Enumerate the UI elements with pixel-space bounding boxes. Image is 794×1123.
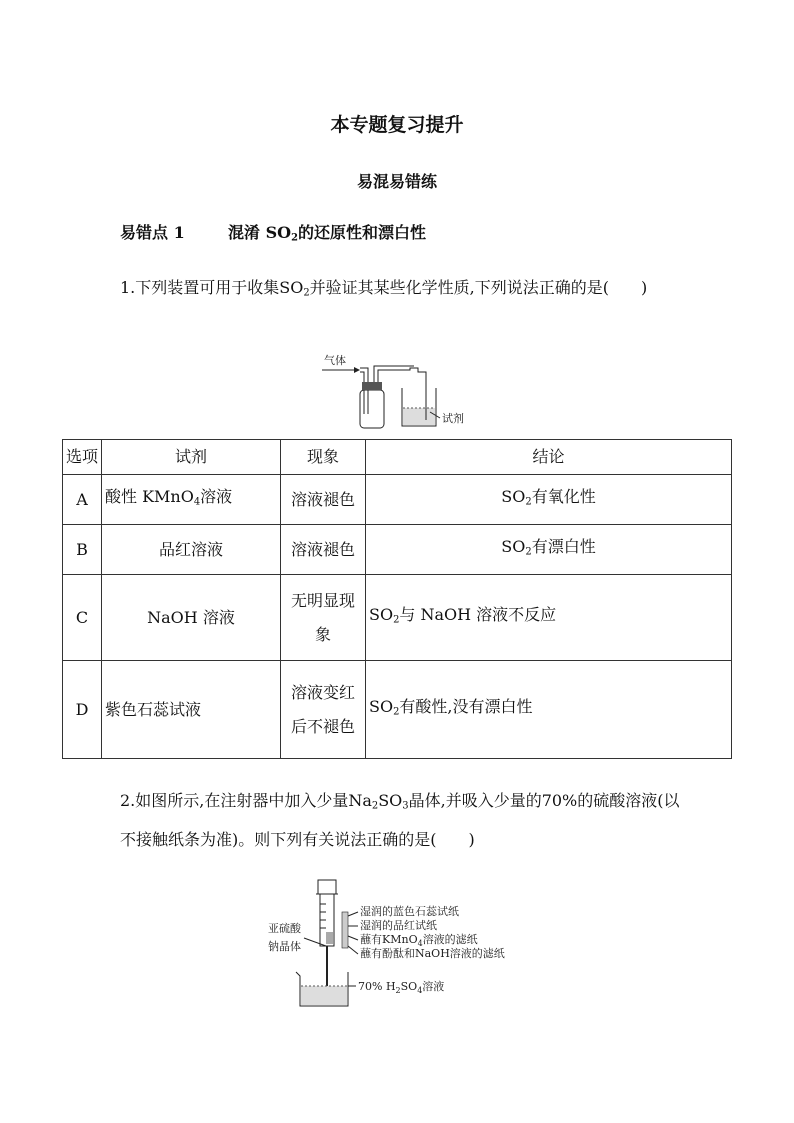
crystal-label-line1: 亚硫酸	[268, 922, 301, 935]
error-point-topic: 混淆 $SO_2$的还原性和漂白性	[228, 223, 426, 244]
gas-collection-apparatus-figure	[318, 350, 488, 430]
strip-label-kmno4: 蘸有KMnO$_4$溶液的滤纸	[360, 933, 478, 948]
error-point-label: 易错点 1	[120, 223, 185, 242]
row-a-phenomenon: 溶液褪色	[281, 475, 366, 525]
header-option: 选项	[63, 440, 102, 475]
syringe-apparatus-figure	[262, 874, 542, 1014]
row-c-phenomenon: 无明显现象	[281, 575, 366, 661]
page-title: 本专题复习提升	[330, 114, 464, 136]
crystal-label-line2: 钠晶体	[268, 940, 301, 953]
row-c-reagent: NaOH 溶液	[102, 575, 281, 661]
row-d-option: D	[63, 661, 102, 759]
gas-label: 气体	[324, 354, 346, 367]
table-row	[63, 661, 732, 759]
row-b-conclusion: $SO_2$有漂白性	[366, 525, 732, 575]
row-a-conclusion: $SO_2$有氧化性	[366, 475, 732, 525]
header-phenomenon: 现象	[281, 440, 366, 475]
section-subtitle: 易混易错练	[356, 172, 437, 191]
table-row	[63, 525, 732, 575]
acid-solution-label: 70% $H_2SO_4$溶液	[358, 980, 445, 995]
error-point-heading	[120, 220, 426, 243]
row-a-reagent: 酸性 KMnO$_4$溶液	[102, 475, 281, 525]
table-row	[63, 575, 732, 661]
options-table	[62, 439, 732, 759]
row-d-conclusion: $SO_2$有酸性,没有漂白性	[366, 661, 732, 759]
row-b-option: B	[63, 525, 102, 575]
header-conclusion: 结论	[366, 440, 732, 475]
reagent-label: 试剂	[442, 412, 464, 425]
row-d-reagent: 紫色石蕊试液	[102, 661, 281, 759]
table-header-row	[63, 440, 732, 475]
row-d-phenomenon: 溶液变红后不褪色	[281, 661, 366, 759]
question-2-text: 2.如图所示,在注射器中加入少量$Na_2SO_3$晶体,并吸入少量的70%的硫酸溶液(以不接触纸条为准)。则下列有关说法正确的是( )	[120, 791, 680, 850]
strip-label-phenolphthalein: 蘸有酚酞和NaOH溶液的滤纸	[360, 947, 505, 960]
strip-label-magenta: 湿润的品红试纸	[360, 919, 437, 932]
row-b-phenomenon: 溶液褪色	[281, 525, 366, 575]
header-reagent: 试剂	[102, 440, 281, 475]
strip-label-blue-litmus: 湿润的蓝色石蕊试纸	[360, 905, 459, 918]
row-b-reagent: 品红溶液	[102, 525, 281, 575]
row-c-option: C	[63, 575, 102, 661]
question-1-text: 1.下列装置可用于收集$SO_2$并验证其某些化学性质,下列说法正确的是( )	[120, 278, 648, 299]
row-a-option: A	[63, 475, 102, 525]
table-row	[63, 475, 732, 525]
row-c-conclusion: $SO_2$与 NaOH 溶液不反应	[366, 575, 732, 661]
